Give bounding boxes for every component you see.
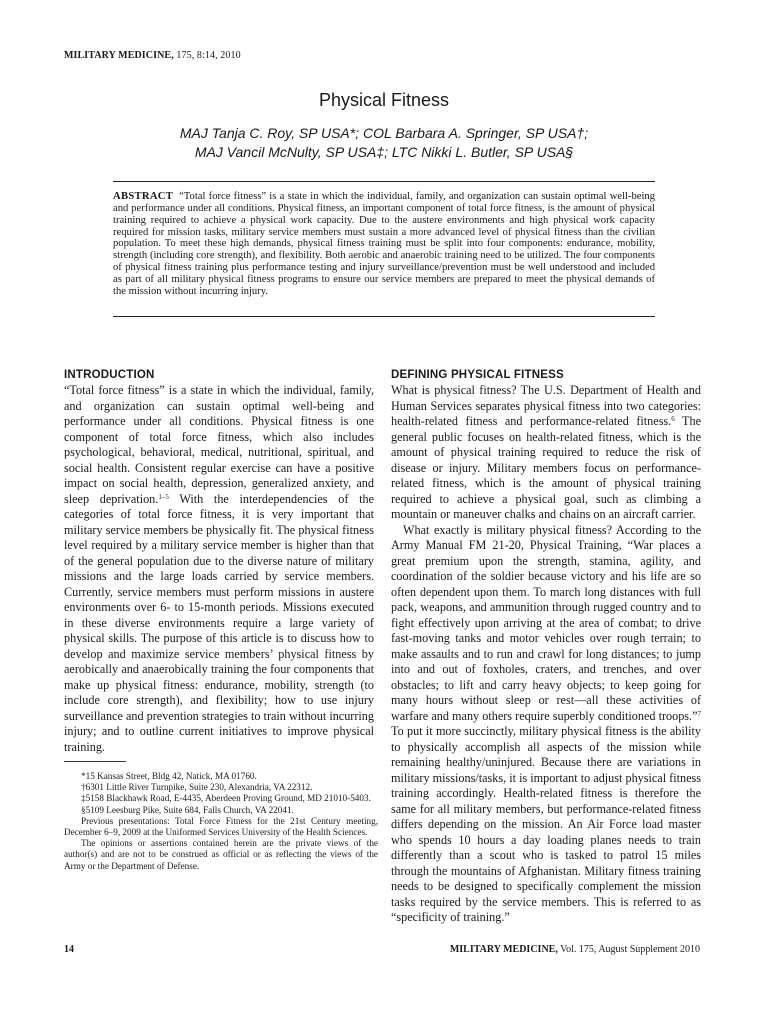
citation: 175, 8:14, 2010	[173, 50, 241, 61]
footnote-2: †6301 Little River Turnpike, Suite 230, Alexandria, VA 22312.	[81, 782, 313, 793]
page-number: 14	[64, 944, 74, 955]
abstract-bottom-rule	[113, 316, 655, 317]
footnote-1: *15 Kansas Street, Bldg 42, Natick, MA 01760.	[81, 771, 257, 781]
introduction-text-part-1: “Total force fitness” is a state in which the individual, family, and organization can sustain optimal well-being and performance under all conditions. Physical fitness is one component of total force fitness, which also includes psychological, behavioral, medical, nutritional, spiritual, and social health. Consistent regular exercise can have a positive impact on social health, depression, generalized anxiety, and sleep deprivation.	[64, 383, 374, 506]
author-list	[0, 124, 768, 162]
defining-p1-text-part-1: What is physical fitness? The U.S. Department of Health and Human Services separates physical fitness into two categories: health-related fitness and performance-related fitness.	[391, 383, 701, 428]
article-title: Physical Fitness	[318, 90, 450, 110]
reference-marker: 7	[697, 709, 701, 718]
footnote-disclaimer: The opinions or assertions contained herein are the private views of the author(s) and are not to be construed as official or as reflecting the views of the Army or the Department of Defense.	[64, 838, 378, 871]
defining-heading: DEFINING PHYSICAL FITNESS	[391, 369, 564, 381]
footnote-presentation: Previous presentations: Total Force Fitness for the 21st Century meeting, December 6–9, 2009 at the Uniformed Services University of the Health Sciences.	[64, 815, 378, 838]
defining-paragraph-2	[391, 523, 701, 926]
footnote-3: ‡5158 Blackhawk Road, E-4435, Aberdeen Proving Ground, MD 21010-5403.	[81, 793, 371, 804]
right-column	[391, 368, 701, 926]
journal-name: MILITARY MEDICINE,	[64, 50, 174, 61]
introduction-heading: INTRODUCTION	[64, 369, 155, 381]
reference-marker: 1–5	[158, 492, 169, 501]
defining-p2-text-part-1: What exactly is military physical fitness? According to the Army Manual FM 21-20, Physical Training, “War places a great premium upon the strength, stamina, agility, and coordination of the soldier because victory and his life are so often dependent upon them. To march long distances with full pack, weapons, and ammunition through rugged country and to fight effectively upon arriving at the area of combat; to drive fast-moving tanks and motor vehicles over rough terrain; to make assaults and to run and crawl for long distances; to jump into and out of foxholes, craters, and trenches, and over obstacles; to lift and carry heavy objects; to keep going for many hours without sleep or rest—all these activities of warfare and many others require superbly conditioned troops.”	[391, 522, 701, 723]
footnote-4: §5109 Leesburg Pike, Suite 684, Falls Church, VA 22041.	[81, 804, 294, 815]
reference-marker: 6	[671, 415, 675, 423]
abstract	[113, 191, 655, 298]
footer-issue: Vol. 175, August Supplement 2010	[557, 944, 700, 955]
introduction-text-part-2: With the interdependencies of the categories of total force fitness, it is very important that military service members be physically fit. The physical fitness level required by a military service member is higher than that of the general population due to the diverse nature of military missions and the large loads carried by service members. Currently, service members must perform missions in austere environments over 6- to 15-month periods. Missions executed in these diverse environments require a large variety of physical skills. The purpose of this article is to discuss how to develop and maximize service members’ physical fitness by aerobically and anaerobically training the four components that make up physical fitness: endurance, mobility, strength (to include core strength), and flexibility; how to use injury surveillance and prevention strategies to train without incurring injury; and to outline current initiatives to improve physical training.	[64, 491, 375, 754]
abstract-text: “Total force fitness” is a state in which the individual, family, and organization can sustain optimal well-being and performance under all conditions. Physical fitness, an important component of total force fitness, is the amount of physical training required to achieve a physical work capacity. Due to the austere environments and high physical work capacity required for mission tasks, military service members must sustain a more advanced level of physical fitness than the civilian population. To meet these high demands, physical fitness training must be split into four components: endurance, mobility, strength (including core strength), and flexibility. Both aerobic and anaerobic training need to be utilized. The four components of physical fitness training plus performance testing and injury surveillance/prevention must be well understood and included as part of all military physical fitness programs to ensure our service members are prepared to meet the physical demands of the mission without incurring injury.	[113, 191, 655, 297]
authors-line-2: MAJ Vancil McNulty, SP USA‡; LTC Nikki L. Butler, SP USA§	[194, 144, 574, 160]
footnotes	[64, 771, 378, 872]
footer-citation	[414, 944, 700, 955]
footer-journal: MILITARY MEDICINE,	[449, 944, 558, 955]
footnote-rule	[64, 761, 126, 762]
left-column	[64, 368, 374, 755]
defining-p2-text-part-2: To put it more succinctly, military physical fitness is the ability to physically accomplish all aspects of the mission while remaining healthy/uninjured. Because there are variations in military missions/tasks, it is important to adjust physical fitness training accordingly. Health-related fitness is therefore the same for all military members, but performance-related fitness differs depending on the mission. An Air Force load master who spends 10 hours a day loading planes needs to train differently than a scout who is tasked to patrol 15 miles through the mountains of Afghanistan. Military fitness training needs to be designed to specifically complement the mission tasks required by the service members. This is referred to as “specificity of training.”	[391, 724, 701, 924]
defining-paragraph-1	[391, 383, 701, 523]
introduction-paragraph	[64, 383, 374, 755]
abstract-label: ABSTRACT	[113, 191, 174, 202]
authors-line-1: MAJ Tanja C. Roy, SP USA*; COL Barbara A. Springer, SP USA†;	[179, 125, 589, 141]
defining-p1-text-part-2: The general public focuses on health-related fitness, which is the amount of physical training required to reduce the risk of disease or injury. Military members focus on performance-related fitness, which is the amount of physical training required to achieve a physical goal, such as climbing a mountain or maneuver chalks and chains on an aircraft carrier.	[391, 414, 702, 521]
running-head	[64, 50, 241, 61]
abstract-top-rule	[113, 181, 655, 182]
